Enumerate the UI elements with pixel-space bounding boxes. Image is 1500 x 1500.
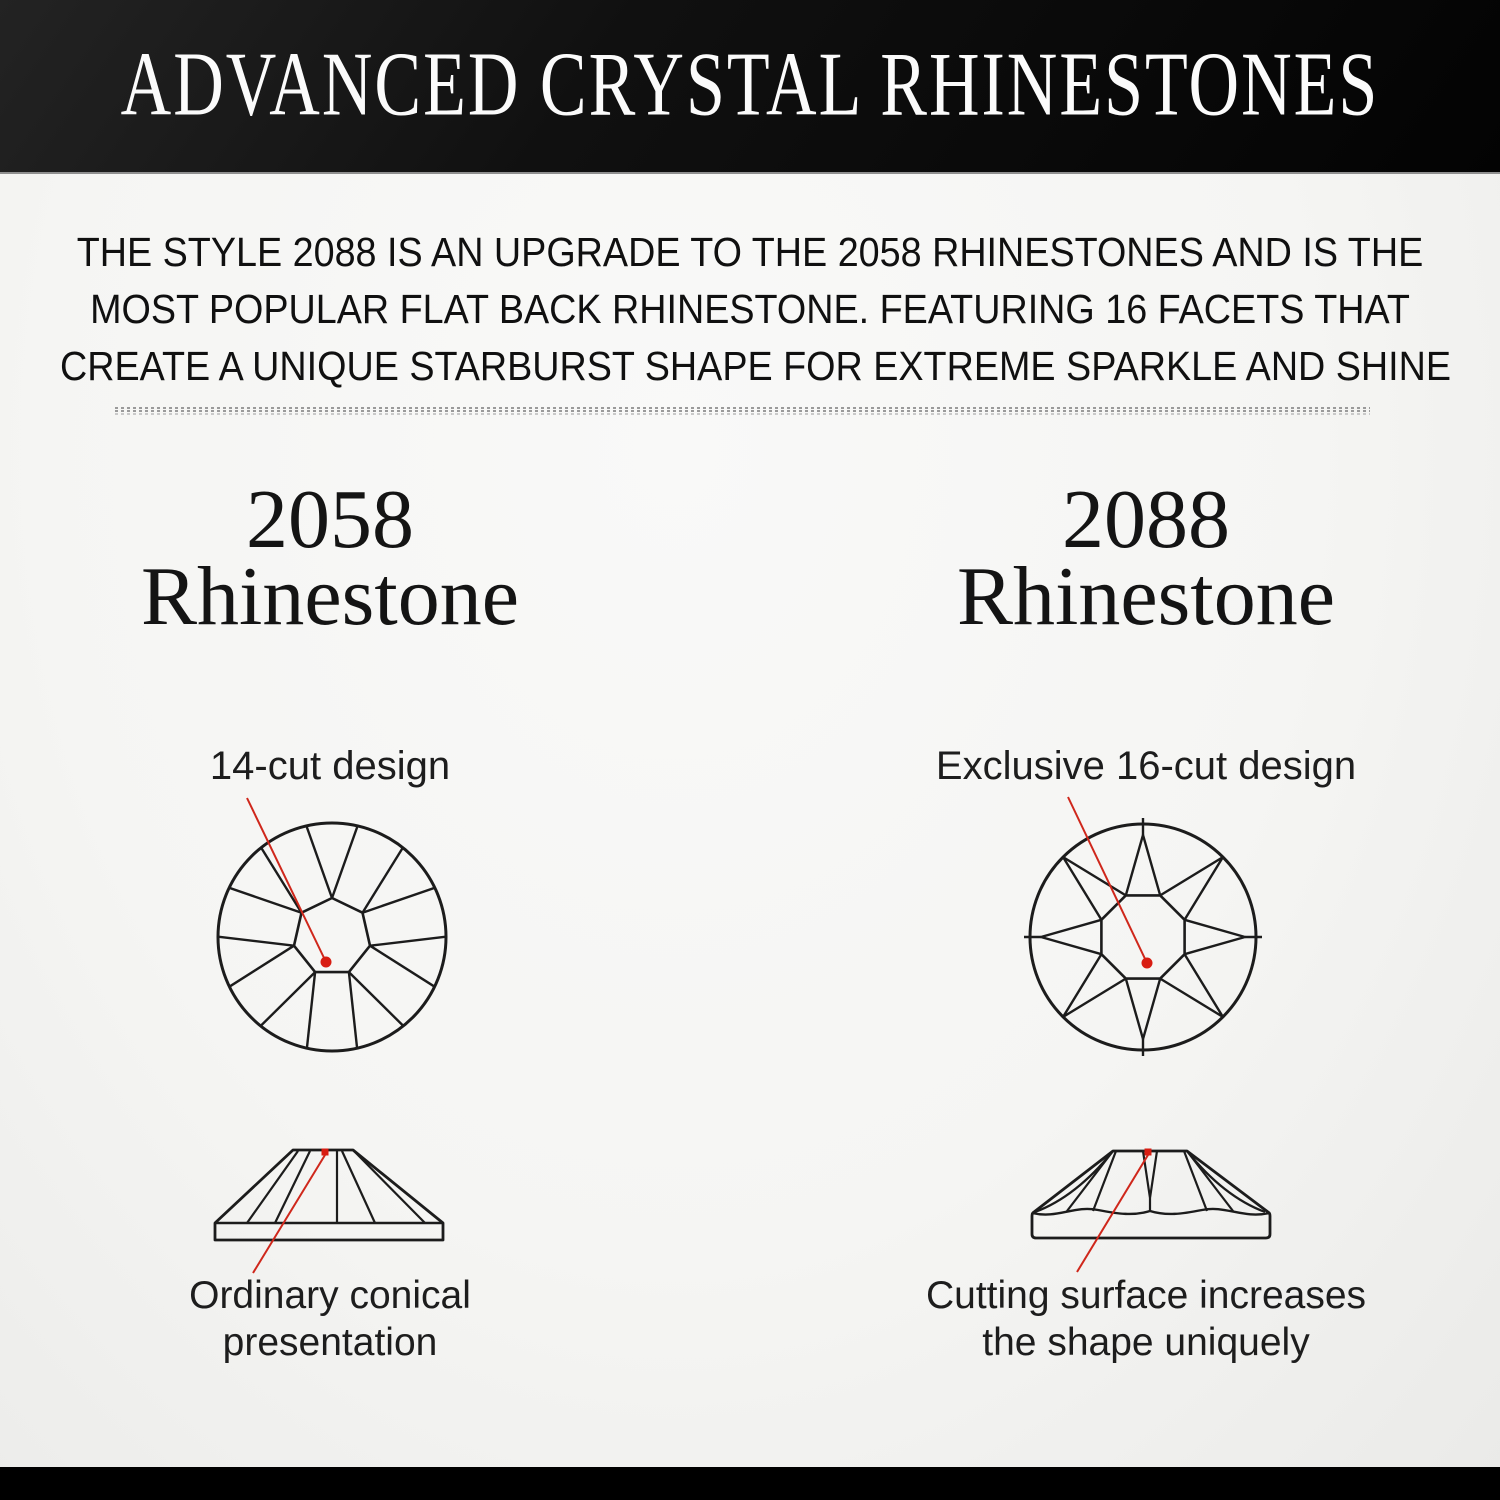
leader-line bbox=[1068, 797, 1147, 963]
model-name-2058: Rhinestone bbox=[141, 550, 519, 643]
star-facet-lines-16 bbox=[1024, 818, 1262, 1056]
leader-line bbox=[247, 798, 326, 962]
model-number-2088: 2088 bbox=[1062, 473, 1230, 566]
title-2058 bbox=[60, 473, 600, 643]
intro-line-3: CREATE A UNIQUE STARBURST SHAPE FOR EXTREME SPARKLE AND SHINE bbox=[60, 343, 1452, 389]
caption-line-2: the shape uniquely bbox=[982, 1321, 1310, 1364]
model-name-2088: Rhinestone bbox=[957, 550, 1335, 643]
rhinestone-2058-top-view-diagram bbox=[180, 780, 480, 1075]
caption-line-2: presentation bbox=[222, 1321, 438, 1364]
profile-outline bbox=[215, 1150, 443, 1240]
center-marker-dot bbox=[1142, 958, 1153, 969]
table-marker-dot bbox=[1145, 1149, 1152, 1156]
table-marker-dot bbox=[322, 1149, 329, 1156]
caption-14-cut: 14-cut design bbox=[209, 744, 451, 788]
caption-16-cut: Exclusive 16-cut design bbox=[935, 744, 1357, 788]
title-2088 bbox=[876, 473, 1416, 643]
model-number-2058: 2058 bbox=[246, 473, 414, 566]
footer-bar bbox=[0, 1467, 1500, 1500]
rhinestone-2058-side-view-diagram bbox=[180, 1120, 480, 1290]
intro-paragraph bbox=[60, 224, 1452, 395]
caption-line-1: Ordinary conical bbox=[189, 1274, 471, 1317]
caption-cutting-surface bbox=[876, 1272, 1416, 1366]
intro-line-1: THE STYLE 2088 IS AN UPGRADE TO THE 2058 RHINESTONES AND IS THE bbox=[76, 229, 1424, 275]
rhinestone-2088-top-view-diagram bbox=[1000, 780, 1300, 1075]
caption-line-1: Cutting surface increases bbox=[925, 1274, 1367, 1317]
caption-ordinary-conical bbox=[60, 1272, 600, 1366]
table-heptagon bbox=[294, 898, 370, 972]
girdle-circle bbox=[218, 823, 446, 1051]
intro-line-2: MOST POPULAR FLAT BACK RHINESTONE. FEATURING 16 FACETS THAT bbox=[90, 286, 1410, 332]
facet-lines-14 bbox=[218, 826, 446, 1048]
profile-facet-lines bbox=[1035, 1151, 1265, 1212]
center-marker-dot bbox=[321, 957, 332, 968]
dotted-divider bbox=[115, 407, 1370, 416]
leader-line bbox=[253, 1155, 325, 1273]
page-title: ADVANCED CRYSTAL RHINESTONES bbox=[120, 35, 1380, 136]
header-banner bbox=[0, 0, 1500, 174]
rhinestone-2088-side-view-diagram bbox=[1000, 1120, 1300, 1290]
